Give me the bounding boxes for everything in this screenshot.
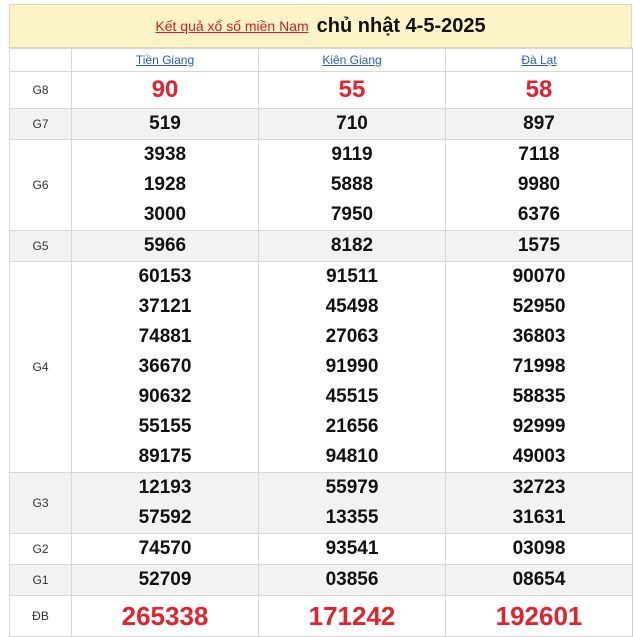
prize-row-g7 [10,109,633,140]
province-header-row [10,49,633,72]
prize-value: 519 [72,109,259,140]
prize-value: 1928 [143,174,187,195]
prize-value: 58835 [512,386,566,407]
prize-value: 6376 [517,204,561,225]
prize-value: 3000 [143,204,187,225]
prize-value: 897 [446,109,633,140]
prize-value: 55 [259,72,446,109]
prize-value: 74881 [138,326,192,347]
prize-value: 03098 [446,534,633,565]
prize-label: G8 [10,72,72,109]
prize-cell [446,140,633,231]
prize-value: 55979 [325,477,379,498]
prize-value: 52709 [72,565,259,596]
prize-cell [446,262,633,473]
prize-value: 60153 [138,266,192,287]
prize-value: 90070 [512,266,566,287]
prize-row-g8 [10,72,633,109]
results-title-link[interactable]: Kết quả xổ số miền Nam [155,18,309,34]
prize-value: 74570 [72,534,259,565]
prize-value: 03856 [259,565,446,596]
prize-value: 92999 [512,416,566,437]
prize-cell [72,473,259,534]
prize-value: 31631 [512,507,566,528]
prize-value: 93541 [259,534,446,565]
prize-label: G3 [10,473,72,534]
prize-value: 52950 [512,296,566,317]
results-date: chủ nhật 4-5-2025 [316,14,486,37]
prize-value: 710 [259,109,446,140]
prize-label: G4 [10,262,72,473]
prize-value: 45515 [325,386,379,407]
province-link-tien-giang[interactable]: Tiền Giang [135,53,195,67]
prize-label: ĐB [10,596,72,637]
prize-value: 37121 [138,296,192,317]
province-link-da-lat[interactable]: Đà Lạt [521,53,557,67]
prize-label: G6 [10,140,72,231]
prize-cell [72,140,259,231]
province-header-cell [259,49,446,72]
prize-label: G7 [10,109,72,140]
special-prize-value: 171242 [259,596,446,637]
prize-value: 12193 [138,477,192,498]
prize-value: 1575 [446,231,633,262]
prize-value: 89175 [138,446,192,467]
prize-cell [72,262,259,473]
province-header-cell [446,49,633,72]
special-prize-value: 192601 [446,596,633,637]
prize-cell [259,473,446,534]
lottery-results-panel [9,4,632,637]
prize-value: 55155 [138,416,192,437]
prize-value: 49003 [512,446,566,467]
prize-row-g1 [10,565,633,596]
prize-value: 9119 [331,144,373,165]
prize-value: 94810 [325,446,379,467]
prize-value: 36803 [512,326,566,347]
prize-value: 71998 [512,356,566,377]
prize-label: G2 [10,534,72,565]
prize-value: 27063 [325,326,379,347]
prize-value: 57592 [138,507,192,528]
prize-value: 32723 [512,477,566,498]
prize-value: 90632 [138,386,192,407]
prize-row-g5 [10,231,633,262]
prize-value: 5888 [330,174,374,195]
prize-value: 8182 [259,231,446,262]
special-prize-value: 265338 [72,596,259,637]
prize-row-g4 [10,262,633,473]
prize-value: 36670 [138,356,192,377]
prize-value: 58 [446,72,633,109]
prize-label: G5 [10,231,72,262]
prize-row-special [10,596,633,637]
prize-cell [446,473,633,534]
prize-value: 13355 [325,507,379,528]
prize-cell [259,262,446,473]
prize-value: 7950 [330,204,374,225]
prize-value: 45498 [325,296,379,317]
prize-label-header [10,49,72,72]
prize-value: 91511 [326,266,378,287]
prize-value: 91990 [325,356,379,377]
prize-row-g2 [10,534,633,565]
results-table [9,48,633,637]
province-link-kien-giang[interactable]: Kiên Giang [322,53,382,67]
prize-row-g3 [10,473,633,534]
prize-label: G1 [10,565,72,596]
prize-value: 90 [72,72,259,109]
province-header-cell [72,49,259,72]
prize-value: 21656 [325,416,379,437]
prize-value: 9980 [517,174,561,195]
prize-value: 08654 [446,565,633,596]
prize-value: 5966 [72,231,259,262]
prize-value: 3938 [143,144,187,165]
results-header [9,4,632,48]
prize-row-g6 [10,140,633,231]
prize-value: 7118 [518,144,560,165]
prize-cell [259,140,446,231]
